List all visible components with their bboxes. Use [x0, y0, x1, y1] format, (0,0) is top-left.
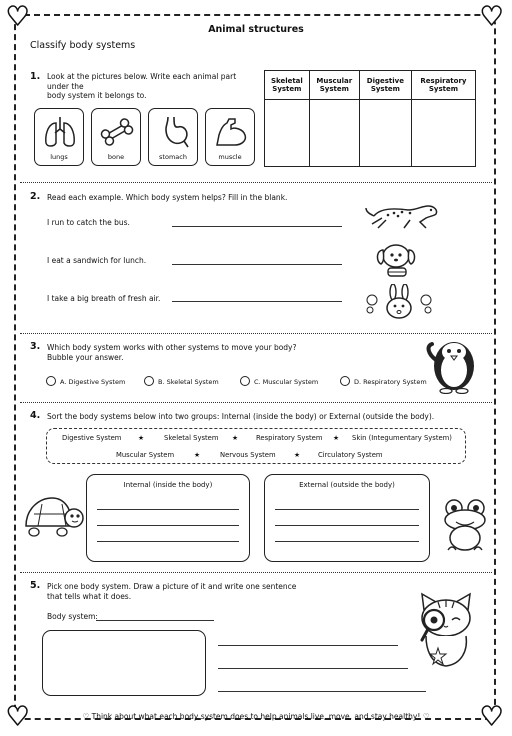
option-label-c: C. Muscular System	[254, 378, 319, 386]
q2-sentence-2: I eat a sandwich for lunch.	[47, 256, 147, 265]
answer-cell-respiratory[interactable]	[411, 100, 475, 167]
penguin-illustration	[424, 330, 484, 394]
stomach-icon	[156, 115, 192, 149]
bunny-breathing-illustration	[364, 284, 434, 324]
card-muscle	[205, 108, 255, 166]
answer-cell-digestive[interactable]	[359, 100, 411, 167]
external-answer-line[interactable]	[275, 541, 419, 542]
section-divider	[20, 182, 492, 183]
sentence-answer-line[interactable]	[218, 668, 408, 669]
frog-illustration	[438, 496, 492, 554]
internal-answer-line[interactable]	[97, 525, 239, 526]
heart-icon: ♥	[6, 702, 30, 732]
external-group-box	[264, 474, 430, 562]
question-3-number: 3.	[30, 341, 41, 352]
question-3-text: Which body system works with other systems to move your body? Bubble your answer.	[47, 343, 297, 362]
question-2-number: 2.	[30, 191, 41, 202]
option-label-a: A. Digestive System	[60, 378, 126, 386]
column-header-skeletal: Skeletal System	[265, 71, 310, 100]
answer-bubble-b[interactable]	[144, 376, 154, 386]
option-label-b: B. Skeletal System	[158, 378, 219, 386]
word-bank-item: Nervous System	[220, 451, 276, 459]
question-4-text: Sort the body systems below into two groups: Internal (inside the body) or External (outside the body).	[47, 412, 435, 421]
question-1-text: Look at the pictures below. Write each animal part under the body system it belongs to.	[47, 72, 237, 100]
column-header-respiratory: Respiratory System	[411, 71, 475, 100]
question-2-text: Read each example. Which body system helps? Fill in the blank.	[47, 193, 288, 202]
word-bank-item: Circulatory System	[318, 451, 383, 459]
card-label: muscle	[218, 153, 242, 161]
question-4-number: 4.	[30, 410, 41, 421]
internal-answer-line[interactable]	[97, 541, 239, 542]
cat-with-magnifier-illustration	[408, 590, 484, 672]
q2-answer-line-3[interactable]	[172, 301, 342, 302]
word-bank-item: Skin (Integumentary System)	[352, 434, 452, 442]
star-separator: ★	[232, 434, 239, 442]
page-title: Animal structures	[208, 24, 304, 35]
answer-cell-muscular[interactable]	[309, 100, 359, 167]
body-system-label: Body system:	[47, 612, 98, 621]
card-label: bone	[107, 153, 125, 161]
card-bone	[91, 108, 141, 166]
heart-icon: ♥	[480, 2, 504, 32]
q2-sentence-3: I take a big breath of fresh air.	[47, 294, 161, 303]
section-divider	[20, 572, 492, 573]
external-answer-line[interactable]	[275, 509, 419, 510]
word-bank-item: Digestive System	[62, 434, 122, 442]
running-cheetah-illustration	[364, 198, 444, 232]
q2-sentence-1: I run to catch the bus.	[47, 218, 130, 227]
puppy-eating-sandwich-illustration	[372, 238, 422, 280]
bone-icon	[99, 115, 135, 149]
body-system-answer-line[interactable]	[96, 620, 214, 621]
section-divider	[20, 333, 492, 334]
answer-cell-skeletal[interactable]	[265, 100, 310, 167]
card-label: lungs	[50, 153, 68, 161]
heart-icon: ♥	[480, 702, 504, 732]
lungs-icon	[42, 115, 78, 149]
question-5-number: 5.	[30, 580, 41, 591]
question-1-number: 1.	[30, 71, 41, 82]
word-bank-item: Skeletal System	[164, 434, 219, 442]
answer-bubble-c[interactable]	[240, 376, 250, 386]
card-stomach	[148, 108, 198, 166]
column-header-digestive: Digestive System	[359, 71, 411, 100]
word-bank-item: Respiratory System	[256, 434, 323, 442]
card-label: stomach	[159, 153, 187, 161]
heart-icon: ♥	[6, 2, 30, 32]
external-group-title: External (outside the body)	[299, 481, 395, 489]
star-separator: ★	[333, 434, 340, 442]
footer-note: ♡ Think about what each body system does to help animals live, move, and stay healthy! ♡	[82, 712, 430, 721]
internal-answer-line[interactable]	[97, 509, 239, 510]
answer-bubble-a[interactable]	[46, 376, 56, 386]
column-header-muscular: Muscular System	[309, 71, 359, 100]
star-separator: ★	[294, 451, 301, 459]
internal-group-box	[86, 474, 250, 562]
question-5-text: Pick one body system. Draw a picture of it and write one sentence that tells what it does.	[47, 582, 297, 601]
card-lungs	[34, 108, 84, 166]
page-subtitle: Classify body systems	[30, 40, 136, 51]
section-divider	[20, 402, 492, 403]
internal-group-title: Internal (inside the body)	[123, 481, 213, 489]
answer-bubble-d[interactable]	[340, 376, 350, 386]
drawing-box[interactable]	[42, 630, 206, 696]
muscle-arm-icon	[213, 115, 249, 149]
body-systems-table	[264, 70, 476, 167]
star-separator: ★	[138, 434, 145, 442]
sentence-answer-line[interactable]	[218, 645, 398, 646]
turtle-illustration	[20, 490, 84, 540]
option-label-d: D. Respiratory System	[354, 378, 427, 386]
sentence-answer-line[interactable]	[218, 691, 426, 692]
word-bank-item: Muscular System	[116, 451, 175, 459]
external-answer-line[interactable]	[275, 525, 419, 526]
star-separator: ★	[194, 451, 201, 459]
q2-answer-line-2[interactable]	[172, 264, 342, 265]
q2-answer-line-1[interactable]	[172, 226, 342, 227]
